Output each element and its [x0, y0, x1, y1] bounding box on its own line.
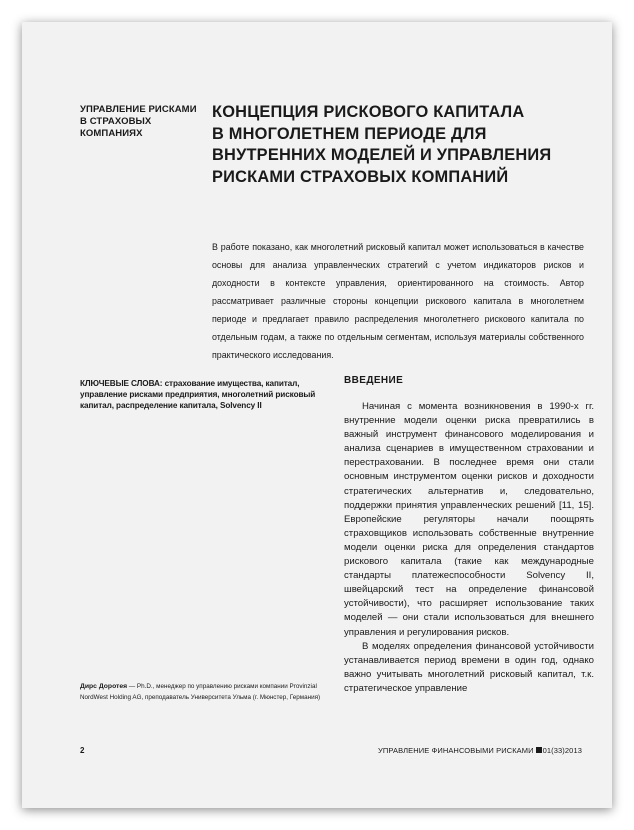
journal-name: УПРАВЛЕНИЕ ФИНАНСОВЫМИ РИСКАМИ [378, 746, 534, 755]
page-number: 2 [80, 746, 85, 755]
keywords: КЛЮЧЕВЫЕ СЛОВА: страхование имущества, капитал, управление рисками предприятия, многолетний рисковый капитал, распределение капитала, Solvency II [80, 379, 316, 410]
journal-page [22, 22, 612, 808]
paragraph: Начиная с момента возникновения в 1990-х гг. внутренние модели оценки риска превратились в важный инструмент финансового моделирования и анализа сценариев в имущественном страховании и перестраховании. В последнее время они стали основным инструментом оценки рисков и доходности стратегических альтернатив и, следовательно, поддержки принятия управленческих решений [11, 15]. Европейские регуляторы начали поощрять страховщиков использовать собственные внутренние модели оценки риска для определения стандартов рискового капитала (такие как международные стандарты платежеспособности Solvency II, швейцарский тест на определение финансовой устойчивости), что расширяет использование таких моделей — они стали использоваться для внешнего управления и регулирования рисков. [344, 401, 594, 638]
author-description: — Ph.D., менеджер по управлению рисками компании Provinzial NordWest Holding AG, преподаватель Университета Ульма (г. Мюнстер, Германия) [80, 683, 321, 701]
abstract: В работе показано, как многолетний рисковый капитал может использоваться в качестве основы для анализа управленческих стратегий с учетом индикаторов рисков и доходности в контексте управления, ориентированного на стоимость. Автор рассматривает различные стороны концепции рискового капитала в многолетнем периоде и предлагает правило распределения многолетнего рискового капитала по отдельным годам, а также по отдельным сегментам, используя материалы собственного практического исследования. [212, 242, 584, 360]
author-note [80, 681, 330, 703]
running-footer [378, 746, 582, 755]
section-heading: ВВЕДЕНИЕ [344, 375, 404, 386]
article-title: КОНЦЕПЦИЯ РИСКОВОГО КАПИТАЛА В МНОГОЛЕТНЕМ ПЕРИОДЕ ДЛЯ ВНУТРЕННИХ МОДЕЛЕЙ И УПРАВЛЕНИЯ РИСКАМИ СТРАХОВЫХ КОМПАНИЙ [212, 103, 552, 186]
issue-number: 01(33)2013 [542, 746, 582, 755]
square-icon [536, 747, 542, 753]
author-name: Дирс Доротея [80, 683, 128, 690]
section-rubric: УПРАВЛЕНИЕ РИСКАМИ В СТРАХОВЫХ КОМПАНИЯХ [80, 104, 197, 139]
paragraph: В моделях определения финансовой устойчивости устанавливается период времени в один год, однако важно учитывать многолетний рисковый капитал, т.к. стратегическое управление [344, 640, 594, 694]
body-text [344, 400, 594, 696]
